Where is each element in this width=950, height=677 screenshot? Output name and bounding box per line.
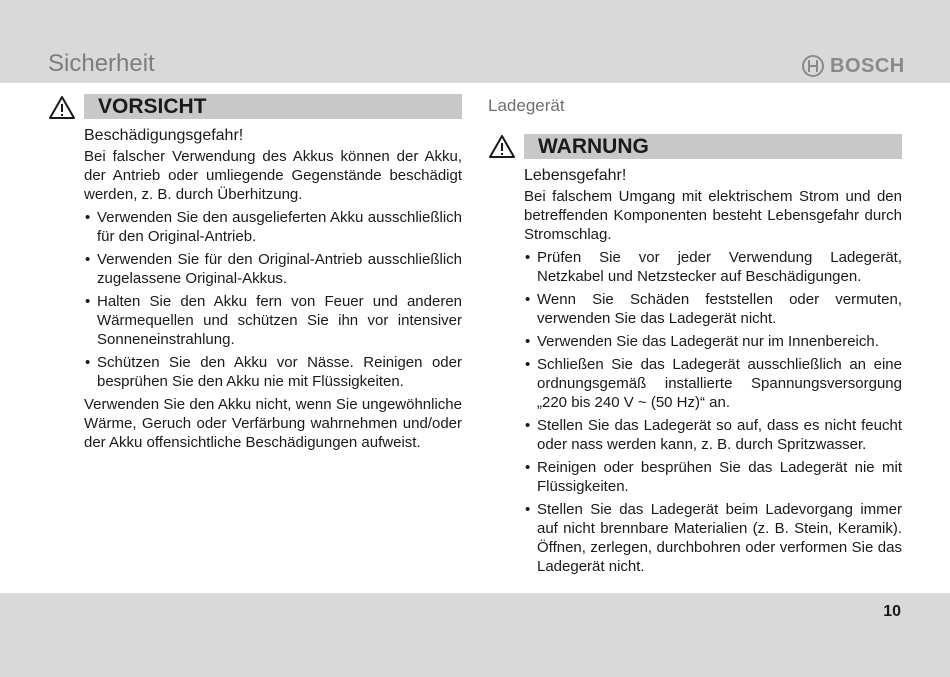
intro-paragraph: Bei falscher Verwendung des Akkus können der Akku, der Antrieb oder umliegende Gegenstände beschädigt werden, z. B. durch Überhitzung. [84, 148, 462, 203]
list-item: • Verwenden Sie für den Original-Antrieb ausschließlich zugelassene Original-Akkus. [84, 250, 462, 288]
footer-band [0, 593, 950, 677]
intro-paragraph: Bei falschem Umgang mit elektrischem Strom und den betreffenden Komponenten besteht Lebensgefahr durch Stromschlag. [524, 188, 902, 243]
section-title: Sicherheit [48, 50, 155, 77]
hazard-heading: Beschädigungsgefahr! [84, 127, 244, 144]
list-item: • Stellen Sie das Ladegerät beim Ladevorgang immer auf nicht brennbare Materialien (z. B. Stein, Keramik). Öffnen, zerlegen, durchbohren oder verformen Sie das Ladegerät nicht. [524, 500, 902, 576]
warning-triangle-icon [488, 134, 516, 159]
page-number: 10 [883, 603, 901, 620]
warning-triangle-icon [48, 95, 76, 120]
warning-banner: WARNUNG [524, 134, 902, 159]
hazard-heading: Lebensgefahr! [524, 167, 627, 184]
caution-list [84, 208, 462, 391]
list-item: • Wenn Sie Schäden feststellen oder vermuten, verwenden Sie das Ladegerät nicht. [524, 290, 902, 328]
warning-list [524, 248, 902, 576]
caution-text-block [84, 126, 462, 456]
bosch-armature-icon [802, 55, 824, 77]
brand-logo [802, 54, 905, 78]
list-item: • Halten Sie den Akku fern von Feuer und anderen Wärmequellen und schützen Sie ihn vor intensiver Sonneneinstrahlung. [84, 292, 462, 349]
list-item: • Schützen Sie den Akku vor Nässe. Reinigen oder besprühen Sie den Akku nie mit Flüssigkeiten. [84, 353, 462, 391]
list-item: • Stellen Sie das Ladegerät so auf, dass es nicht feucht oder nass werden kann, z. B. durch Spritzwasser. [524, 416, 902, 454]
list-item: • Reinigen oder besprühen Sie das Ladegerät nie mit Flüssigkeiten. [524, 458, 902, 496]
list-item: • Verwenden Sie den ausgelieferten Akku ausschließlich für den Original-Antrieb. [84, 208, 462, 246]
caution-banner: VORSICHT [84, 94, 462, 119]
closing-paragraph: Verwenden Sie den Akku nicht, wenn Sie ungewöhnliche Wärme, Geruch oder Verfärbung wahrnehmen und/oder der Akku offensichtliche Beschädigungen aufweist. [84, 396, 462, 451]
subsection-title: Ladegerät [488, 96, 565, 115]
brand-name: BOSCH [830, 54, 905, 77]
list-item: • Schließen Sie das Ladegerät ausschließlich an eine ordnungsgemäß installierte Spannungsversorgung „220 bis 240 V ~ (50 Hz)“ an. [524, 355, 902, 412]
list-item: • Verwenden Sie das Ladegerät nur im Innenbereich. [524, 332, 902, 351]
list-item: • Prüfen Sie vor jeder Verwendung Ladegerät, Netzkabel und Netzstecker auf Beschädigungen. [524, 248, 902, 286]
warning-text-block [524, 166, 902, 580]
